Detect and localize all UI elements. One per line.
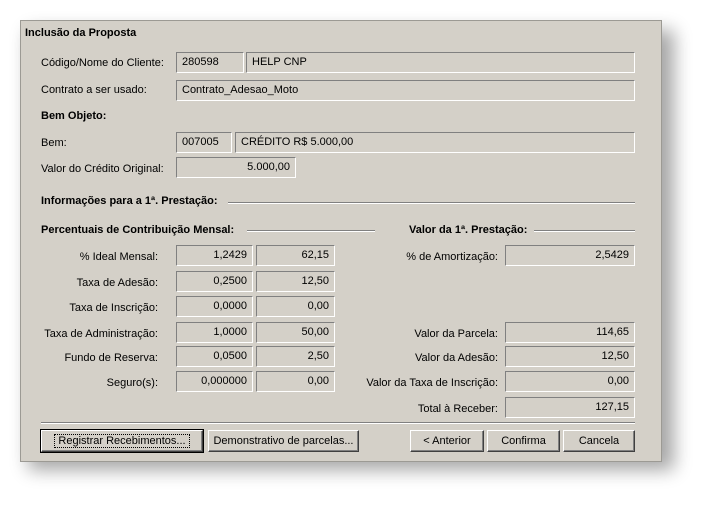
taxa-inscricao-value-field[interactable]: 0,00 bbox=[256, 296, 335, 317]
valor-adesao-field[interactable]: 12,50 bbox=[505, 346, 635, 367]
fundo-reserva-pct-field[interactable]: 0,0500 bbox=[176, 346, 253, 367]
seguros-label: Seguro(s): bbox=[106, 377, 158, 389]
fundo-reserva-value-field[interactable]: 2,50 bbox=[256, 346, 335, 367]
client-name-field[interactable]: HELP CNP bbox=[246, 52, 635, 73]
amortizacao-field[interactable]: 2,5429 bbox=[505, 245, 635, 266]
seguros-pct-field[interactable]: 0,000000 bbox=[176, 371, 253, 392]
registrar-recebimentos-label: Registrar Recebimentos... bbox=[54, 434, 189, 448]
ideal-mensal-value-field[interactable]: 62,15 bbox=[256, 245, 335, 266]
dialog-title: Inclusão da Proposta bbox=[25, 27, 137, 39]
taxa-administracao-label: Taxa de Administração: bbox=[44, 328, 158, 340]
valor-inscricao-label: Valor da Taxa de Inscrição: bbox=[366, 377, 498, 389]
info-section-title: Informações para a 1ª. Prestação: bbox=[41, 195, 218, 207]
info-section-divider bbox=[228, 202, 635, 204]
proposal-dialog bbox=[20, 20, 662, 462]
percentuais-divider bbox=[247, 230, 375, 232]
cancela-button[interactable]: Cancela bbox=[563, 430, 635, 452]
valor-parcela-label: Valor da Parcela: bbox=[414, 328, 498, 340]
asset-section-title: Bem Objeto: bbox=[41, 110, 107, 122]
client-code-field[interactable]: 280598 bbox=[176, 52, 244, 73]
ideal-mensal-label: % Ideal Mensal: bbox=[79, 251, 158, 263]
taxa-administracao-pct-field[interactable]: 1,0000 bbox=[176, 322, 253, 343]
registrar-recebimentos-button[interactable] bbox=[41, 430, 203, 452]
fundo-reserva-label: Fundo de Reserva: bbox=[64, 352, 158, 364]
credit-label: Valor do Crédito Original: bbox=[41, 163, 164, 175]
taxa-administracao-value-field[interactable]: 50,00 bbox=[256, 322, 335, 343]
ideal-mensal-pct-field[interactable]: 1,2429 bbox=[176, 245, 253, 266]
bem-description-field[interactable]: CRÉDITO R$ 5.000,00 bbox=[235, 132, 635, 153]
valor-adesao-label: Valor da Adesão: bbox=[415, 352, 498, 364]
confirma-button[interactable]: Confirma bbox=[487, 430, 560, 452]
taxa-adesao-label: Taxa de Adesão: bbox=[76, 277, 158, 289]
credit-value-field[interactable]: 5.000,00 bbox=[176, 157, 296, 178]
demonstrativo-parcelas-button[interactable]: Demonstrativo de parcelas... bbox=[208, 430, 359, 452]
total-receber-label: Total à Receber: bbox=[417, 403, 498, 415]
taxa-adesao-pct-field[interactable]: 0,2500 bbox=[176, 271, 253, 292]
contract-field[interactable]: Contrato_Adesao_Moto bbox=[176, 80, 635, 101]
total-receber-field[interactable]: 127,15 bbox=[505, 397, 635, 418]
prestacao-divider bbox=[534, 230, 635, 232]
contract-label: Contrato a ser usado: bbox=[41, 84, 147, 96]
taxa-inscricao-pct-field[interactable]: 0,0000 bbox=[176, 296, 253, 317]
footer-divider bbox=[41, 422, 635, 424]
taxa-inscricao-label: Taxa de Inscrição: bbox=[69, 302, 158, 314]
amortizacao-label: % de Amortização: bbox=[406, 251, 498, 263]
percentuais-section-title: Percentuais de Contribuição Mensal: bbox=[41, 224, 235, 236]
bem-code-field[interactable]: 007005 bbox=[176, 132, 232, 153]
client-code-label: Código/Nome do Cliente: bbox=[41, 57, 164, 69]
valor-inscricao-field[interactable]: 0,00 bbox=[505, 371, 635, 392]
bem-label: Bem: bbox=[41, 137, 67, 149]
taxa-adesao-value-field[interactable]: 12,50 bbox=[256, 271, 335, 292]
seguros-value-field[interactable]: 0,00 bbox=[256, 371, 335, 392]
prestacao-section-title: Valor da 1ª. Prestação: bbox=[409, 224, 528, 236]
anterior-button[interactable]: < Anterior bbox=[410, 430, 484, 452]
valor-parcela-field[interactable]: 114,65 bbox=[505, 322, 635, 343]
